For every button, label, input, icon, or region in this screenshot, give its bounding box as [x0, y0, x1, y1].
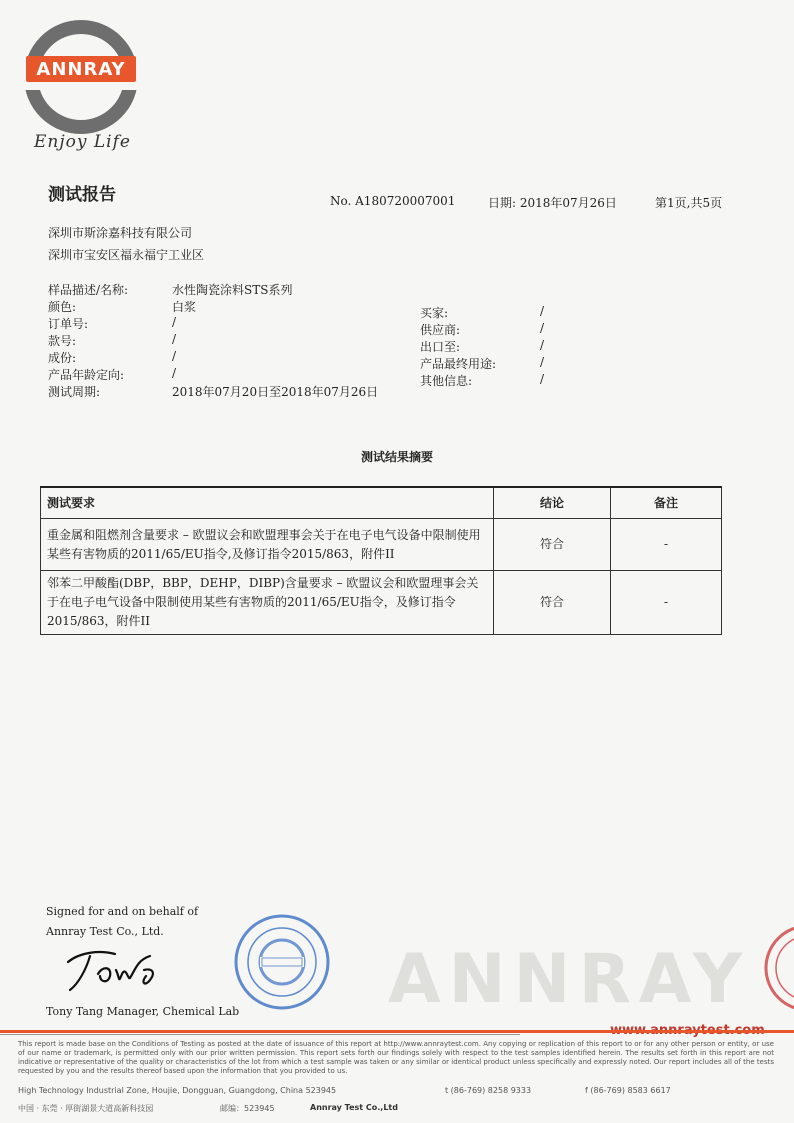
column-header: 测试要求 [41, 487, 494, 519]
footer-divider [0, 1030, 794, 1033]
sample-value: / [172, 315, 177, 329]
handwritten-signature [60, 940, 180, 1000]
footer-fax: f (86-769) 8583 6617 [585, 1086, 671, 1095]
column-header: 备注 [611, 487, 722, 519]
sample-value: / [172, 349, 177, 363]
sample-label: 供应商: [420, 323, 461, 337]
sample-value: / [172, 332, 177, 346]
sample-label: 测试周期: [48, 385, 101, 399]
footer-postcode: 邮编：523945 [220, 1104, 275, 1113]
sample-label: 样品描述/名称: [48, 283, 129, 297]
sample-value: / [540, 321, 545, 335]
footer-tel: t (86-769) 8258 9333 [445, 1086, 532, 1095]
sample-value: / [540, 304, 545, 318]
sample-value: 白浆 [172, 300, 197, 314]
sample-label: 颜色: [48, 300, 77, 314]
sample-label: 出口至: [420, 340, 461, 354]
table-row [41, 519, 722, 571]
column-header: 结论 [494, 487, 611, 519]
logo-brand: ANNRAY [26, 56, 136, 82]
sample-label: 买家: [420, 306, 449, 320]
partial-seal [758, 918, 794, 1018]
results-table [40, 486, 722, 635]
sample-value: / [540, 338, 545, 352]
sample-value: / [540, 355, 545, 369]
company-seal [232, 912, 332, 1012]
summary-title: 测试结果摘要 [360, 450, 433, 464]
requirement-cell: 重金属和阻燃剂含量要求 – 欧盟议会和欧盟理事会关于在电子电气设备中限制使用某些有害物质的2011/65/EU指令,及修订指令2015/863，附件II [41, 519, 494, 571]
disclaimer-text: This report is made base on the Conditions of Testing as posted at the date of issuance of this report at http://www.annraytest.com. Any copying or replication of this report to or for any other person or entity, or use of our name or trademark, is permitted only with our prior written permission. This report sets forth our findings solely with respect to the test samples identified herein. The results set forth in this report are not indicative or representative of the quality or characteristics of the lot from which a test sample was taken or any similar or identical product unless specifically and expressly noted. Our report includes all of the tests requested by you and the results thereof based upon the information that you provided to us. [18, 1040, 774, 1075]
report-number: No. A180720007001 [330, 194, 456, 208]
sample-value: 水性陶瓷涂料STS系列 [172, 283, 293, 297]
sample-label: 订单号: [48, 317, 89, 331]
footer-address-en: High Technology Industrial Zone, Houjie, Dongguan, Guangdong, China 523945 [18, 1086, 337, 1095]
report-date: 日期: 2018年07月26日 [488, 196, 617, 210]
page-indicator: 第1页,共5页 [655, 196, 723, 210]
footer-address-cn: 中国 · 东莞 · 厚街湖景大道高新科技园 [18, 1104, 154, 1113]
sample-label: 其他信息: [420, 374, 473, 388]
signed-on-behalf: Signed for and on behalf of [46, 905, 199, 918]
table-row [41, 571, 722, 635]
report-title: 测试报告 [48, 185, 116, 205]
client-name: 深圳市斯涂嘉科技有限公司 [48, 226, 193, 240]
requirement-cell: 邻苯二甲酸酯(DBP，BBP，DEHP，DIBP)含量要求 – 欧盟议会和欧盟理事会关于在电子电气设备中限制使用某些有害物质的2011/65/EU指令，及修订指令2015/863，附件II [41, 571, 494, 635]
sample-label: 产品最终用途: [420, 357, 497, 371]
signing-company: Annray Test Co., Ltd. [46, 925, 164, 938]
sample-label: 款号: [48, 334, 77, 348]
logo-tagline: Enjoy Life [34, 132, 131, 152]
signatory: Tony Tang Manager, Chemical Lab [46, 1005, 240, 1018]
remark-cell: - [611, 519, 722, 571]
sample-value: 2018年07月20日至2018年07月26日 [172, 385, 379, 399]
result-cell: 符合 [494, 519, 611, 571]
sample-label: 产品年龄定向: [48, 368, 125, 382]
footer-company: Annray Test Co.,Ltd [310, 1103, 398, 1112]
watermark: ANNRAY [388, 940, 751, 1019]
result-cell: 符合 [494, 571, 611, 635]
sample-value: / [540, 372, 545, 386]
sample-value: / [172, 366, 177, 380]
client-address: 深圳市宝安区福永福宁工业区 [48, 248, 205, 262]
sample-label: 成份: [48, 351, 77, 365]
footer-divider [0, 1034, 520, 1035]
remark-cell: - [611, 571, 722, 635]
table-header-row [41, 487, 722, 519]
